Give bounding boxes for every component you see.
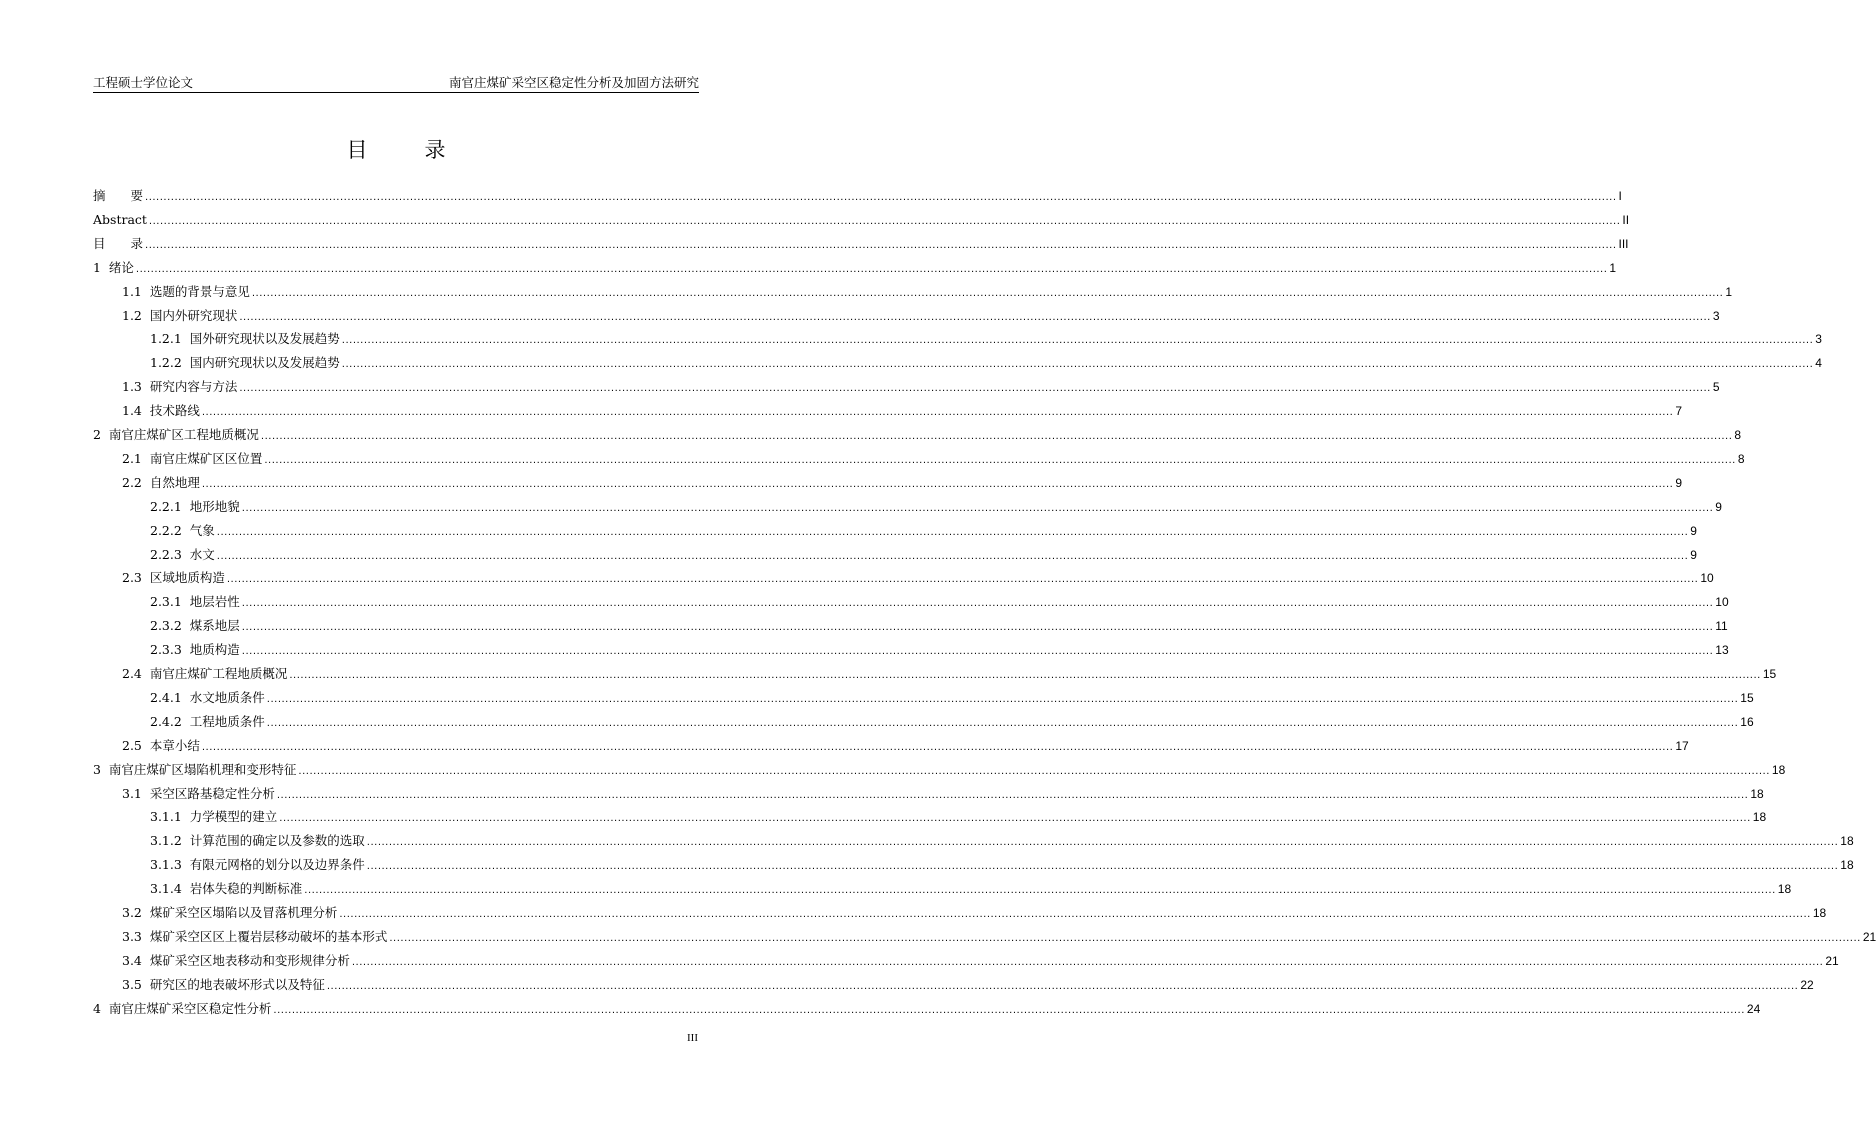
toc-entry[interactable] [93, 234, 1629, 254]
toc-entry-page: 18 [1840, 834, 1854, 849]
toc-entry-number: 2.3.3 [150, 642, 182, 658]
toc-entry-number: 3.1.2 [150, 833, 182, 849]
dot-leader: ................................................................................................................................................................................................................................................................................................................................................................................................................ [260, 431, 1733, 442]
toc-entry-page: 18 [1840, 858, 1854, 873]
toc-entry[interactable] [93, 855, 1854, 875]
toc-entry-page: I [1618, 189, 1622, 203]
toc-entry-page: 15 [1740, 690, 1754, 705]
toc-entry-title: 国内研究现状以及发展趋势 [189, 355, 340, 371]
toc-entry-page: 1 [1609, 260, 1617, 275]
toc-entry-page: 16 [1740, 714, 1754, 729]
toc-entry[interactable] [93, 951, 1839, 971]
toc-entry-number: 2.4 [122, 666, 142, 681]
toc-entry-number: 3.4 [122, 952, 142, 968]
toc-entry-number: 3.3 [122, 928, 142, 944]
toc-entry-page: 15 [1762, 667, 1777, 681]
toc-entry[interactable] [93, 568, 1714, 588]
toc-entry[interactable] [93, 329, 1822, 349]
toc-entry-page: 18 [1750, 786, 1764, 801]
toc-entry[interactable] [93, 712, 1754, 732]
toc-entry-number: 2.4.1 [150, 689, 182, 705]
dot-leader: ................................................................................................................................................................................................................................................................................................................................................................................................................ [266, 717, 1739, 729]
toc-entry-title: 气象 [189, 522, 215, 538]
toc-entry-label [150, 688, 265, 708]
dot-leader: ................................................................................................................................................................................................................................................................................................................................................................................................................ [276, 789, 1749, 801]
dot-leader: ................................................................................................................................................................................................................................................................................................................................................................................................................ [304, 885, 1776, 897]
toc-entry-number: 2.4.2 [150, 713, 182, 729]
toc-entry-title: 南官庄煤矿区区位置 [149, 450, 263, 466]
dot-leader: ................................................................................................................................................................................................................................................................................................................................................................................................................ [298, 765, 1770, 777]
toc-entry[interactable] [93, 258, 1617, 278]
toc-entry-page: 8 [1734, 428, 1742, 442]
toc-entry-page: II [1622, 212, 1630, 227]
toc-entry-title: 煤矿采空区区上覆岩层移动破坏的基本形式 [149, 928, 388, 944]
dot-leader: ................................................................................................................................................................................................................................................................................................................................................................................................................ [145, 239, 1617, 251]
dot-leader: ................................................................................................................................................................................................................................................................................................................................................................................................................ [366, 837, 1839, 849]
toc-entry-title: 研究区的地表破坏形式以及特征 [149, 976, 325, 992]
toc-entry-page: 21 [1825, 953, 1839, 968]
toc-entry[interactable] [93, 784, 1764, 804]
toc-entry-label [150, 879, 302, 899]
toc-entry[interactable] [93, 401, 1683, 421]
toc-entry[interactable] [93, 497, 1722, 517]
toc-entry-label [122, 903, 337, 923]
toc-entry-title: 力学模型的建立 [189, 809, 278, 825]
toc-entry-label [150, 616, 240, 636]
toc-entry-label [122, 927, 387, 947]
toc-entry-label [122, 473, 200, 493]
toc-entry-number: 3.1.4 [150, 881, 182, 897]
toc-entry-page: 8 [1737, 451, 1745, 466]
dot-leader: ................................................................................................................................................................................................................................................................................................................................................................................................................ [264, 454, 1736, 466]
toc-entry-page: 18 [1777, 882, 1792, 897]
toc-entry-title: Abstract [93, 211, 147, 227]
toc-entry-number: 1.1 [122, 283, 142, 299]
toc-entry-page: III [1618, 236, 1629, 251]
dot-leader: ................................................................................................................................................................................................................................................................................................................................................................................................................ [366, 861, 1839, 873]
toc-entry-page: 9 [1675, 475, 1683, 490]
toc-entry-number: 2.2.2 [150, 522, 182, 538]
toc-entry-title: 技术路线 [149, 403, 200, 419]
toc-entry-number: 2.3 [122, 570, 142, 586]
toc-entry-label [93, 425, 259, 445]
toc-entry[interactable] [93, 449, 1745, 469]
toc-entry-page: 5 [1712, 380, 1720, 395]
toc-entry-page: 3 [1712, 308, 1720, 323]
dot-leader: ................................................................................................................................................................................................................................................................................................................................................................................................................ [289, 670, 1761, 681]
toc-entry[interactable] [93, 831, 1854, 851]
toc-entry[interactable] [93, 616, 1728, 636]
toc-entry-label [93, 760, 296, 780]
dot-leader: ................................................................................................................................................................................................................................................................................................................................................................................................................ [326, 980, 1799, 992]
toc-entry-number: 2.2.1 [150, 498, 182, 514]
title-char-2: 录 [424, 138, 447, 162]
toc-entry-label [122, 975, 325, 995]
toc-entry-label [122, 784, 275, 804]
toc-entry-title: 工程地质条件 [189, 713, 265, 729]
toc-entry-title: 研究内容与方法 [149, 379, 238, 395]
dot-leader: ................................................................................................................................................................................................................................................................................................................................................................................................................ [241, 646, 1714, 658]
toc-entry-label [150, 855, 365, 875]
dot-leader: ................................................................................................................................................................................................................................................................................................................................................................................................................ [251, 287, 1724, 299]
dot-leader: ................................................................................................................................................................................................................................................................................................................................................................................................................ [241, 502, 1714, 514]
toc-entry-number: 2 [93, 427, 101, 442]
toc-entry-title: 煤矿采空区塌陷以及冒落机理分析 [149, 905, 338, 920]
toc-entry-page: 22 [1800, 977, 1814, 992]
toc-entry-number: 3 [93, 761, 101, 777]
toc-entry-title: 区域地质构造 [149, 570, 225, 586]
toc-entry[interactable] [93, 760, 1786, 780]
toc-entry-label [150, 521, 215, 541]
toc-entry-label [122, 568, 225, 588]
toc-entry-title: 国外研究现状以及发展趋势 [189, 331, 340, 347]
toc-entry-title: 国内外研究现状 [149, 307, 238, 323]
toc-entry[interactable] [93, 975, 1814, 995]
toc-entry-number: 1 [93, 259, 101, 275]
toc-entry-label [150, 807, 277, 827]
toc-entry-title: 南官庄煤矿采空区稳定性分析 [108, 1000, 272, 1016]
dot-leader: ................................................................................................................................................................................................................................................................................................................................................................................................................ [241, 598, 1714, 610]
toc-entry[interactable] [93, 592, 1729, 612]
toc-entry[interactable] [93, 306, 1720, 326]
toc-entry[interactable] [93, 377, 1720, 397]
toc-entry-page: 18 [1812, 906, 1827, 920]
toc-entry-number: 2.2.3 [150, 546, 182, 562]
toc-entry-page: 17 [1675, 738, 1689, 753]
toc-entry[interactable] [93, 807, 1767, 827]
toc-entry-title: 煤矿采空区地表移动和变形规律分析 [149, 952, 350, 968]
dot-leader: ................................................................................................................................................................................................................................................................................................................................................................................................................ [226, 574, 1699, 586]
dot-leader: ................................................................................................................................................................................................................................................................................................................................................................................................................ [341, 335, 1814, 347]
dot-leader: ................................................................................................................................................................................................................................................................................................................................................................................................................ [273, 1004, 1745, 1016]
toc-entry-number: 2.1 [122, 450, 142, 466]
toc-entry-number: 3.1.3 [150, 857, 182, 873]
toc-entry-title: 自然地理 [149, 474, 200, 490]
toc-entry-title: 采空区路基稳定性分析 [149, 785, 275, 801]
toc-entry[interactable] [93, 664, 1777, 684]
dot-leader: ................................................................................................................................................................................................................................................................................................................................................................................................................ [239, 311, 1711, 323]
toc-entry-label [93, 210, 147, 230]
toc-entry-label [150, 712, 265, 732]
dot-leader: ................................................................................................................................................................................................................................................................................................................................................................................................................ [216, 526, 1689, 538]
toc-entry-label [122, 377, 237, 397]
toc-entry-page: 13 [1715, 643, 1729, 658]
toc-entry-label [93, 234, 143, 254]
toc-entry-page: 1 [1725, 284, 1733, 299]
toc-entry[interactable] [93, 521, 1697, 541]
dot-leader: ................................................................................................................................................................................................................................................................................................................................................................................................................ [201, 741, 1674, 753]
toc-entry-page: 9 [1715, 499, 1722, 514]
toc-entry-label [122, 306, 237, 326]
toc-entry-page: 9 [1690, 523, 1697, 538]
toc-entry-number: 1.2.1 [150, 331, 182, 347]
dot-leader: ................................................................................................................................................................................................................................................................................................................................................................................................................ [266, 693, 1739, 705]
toc-entry-label [150, 640, 240, 660]
toc-entry[interactable] [93, 210, 1630, 230]
toc-entry-page: 24 [1746, 1001, 1761, 1016]
toc-entry-title: 地形地貌 [189, 498, 240, 514]
dot-leader: ................................................................................................................................................................................................................................................................................................................................................................................................................ [148, 215, 1621, 227]
toc-entry-page: 18 [1771, 762, 1786, 777]
toc-entry-number: 2.2 [122, 474, 142, 490]
dot-leader: ................................................................................................................................................................................................................................................................................................................................................................................................................ [341, 359, 1814, 371]
toc-entry-label [150, 592, 240, 612]
title-char-1: 目 [346, 138, 369, 162]
dot-leader: ................................................................................................................................................................................................................................................................................................................................................................................................................ [351, 956, 1824, 968]
toc-entry[interactable] [93, 688, 1754, 708]
toc-entry-label [150, 329, 340, 349]
toc-entry-title: 南官庄煤矿区工程地质概况 [108, 427, 259, 442]
dot-leader: ................................................................................................................................................................................................................................................................................................................................................................................................................ [241, 622, 1714, 634]
dot-leader: ................................................................................................................................................................................................................................................................................................................................................................................................................ [339, 909, 1811, 920]
toc-entry-page: 10 [1715, 595, 1729, 610]
toc-entry[interactable] [93, 879, 1792, 899]
toc-entry-number: 3.5 [122, 976, 142, 992]
toc-entry-label [122, 736, 200, 756]
toc-entry[interactable] [93, 353, 1822, 373]
toc-entry-label [122, 449, 262, 469]
toc-entry-page: 9 [1690, 547, 1697, 562]
running-header-left: 工程硕士学位论文 [93, 75, 194, 90]
toc-entry[interactable] [93, 999, 1761, 1019]
toc-entry-number: 3.1 [122, 785, 142, 801]
dot-leader: ................................................................................................................................................................................................................................................................................................................................................................................................................ [201, 407, 1674, 419]
toc-entry-title: 南官庄煤矿工程地质概况 [149, 666, 288, 681]
toc-entry[interactable] [93, 545, 1697, 565]
dot-leader: ................................................................................................................................................................................................................................................................................................................................................................................................................ [135, 263, 1608, 275]
toc-entry-number: 1.2.2 [150, 355, 182, 371]
toc-entry-title: 岩体失稳的判断标准 [189, 881, 303, 897]
toc-entry[interactable] [93, 927, 1876, 947]
toc-entry-label [93, 186, 143, 206]
page-title [0, 136, 793, 164]
toc-entry-label [150, 831, 365, 851]
toc-entry-title: 计算范围的确定以及参数的选取 [189, 833, 365, 849]
toc-entry-label [93, 999, 271, 1019]
toc-entry-title: 南官庄煤矿区塌陷机理和变形特征 [108, 761, 297, 777]
toc-entry-title: 本章小结 [149, 737, 200, 753]
toc-entry[interactable] [93, 425, 1742, 445]
toc-entry-title: 绪论 [108, 259, 134, 275]
dot-leader: ................................................................................................................................................................................................................................................................................................................................................................................................................ [201, 478, 1674, 490]
toc-entry-label [150, 353, 340, 373]
toc-entry-title: 目 录 [93, 235, 144, 251]
toc-entry-page: 11 [1715, 619, 1728, 634]
header-divider [93, 92, 699, 93]
toc-entry-number: 1.2 [122, 307, 142, 323]
dot-leader: ................................................................................................................................................................................................................................................................................................................................................................................................................ [279, 813, 1751, 825]
toc-entry-page: 18 [1752, 810, 1767, 825]
running-header-right: 南官庄煤矿采空区稳定性分析及加固方法研究 [448, 75, 699, 90]
toc-entry-number: 3.1.1 [150, 809, 182, 825]
toc-entry-label [150, 545, 215, 565]
page-number: III [687, 1032, 698, 1044]
toc-entry[interactable] [93, 903, 1827, 923]
toc-entry[interactable] [93, 282, 1733, 302]
dot-leader: ................................................................................................................................................................................................................................................................................................................................................................................................................ [216, 550, 1689, 562]
toc-entry[interactable] [93, 186, 1622, 206]
toc-entry-title: 地质构造 [189, 642, 240, 658]
toc-entry-page: 7 [1675, 404, 1683, 419]
toc-entry-label [122, 664, 287, 684]
toc-entry-label [93, 258, 134, 278]
dot-leader: ................................................................................................................................................................................................................................................................................................................................................................................................................ [239, 383, 1711, 395]
toc-entry-number: 2.5 [122, 737, 142, 753]
toc-entry-number: 1.4 [122, 403, 142, 419]
toc-entry-page: 3 [1815, 332, 1822, 347]
toc-entry-title: 选题的背景与意见 [149, 283, 250, 299]
toc-entry-label [122, 951, 350, 971]
toc-entry-page: 10 [1700, 571, 1714, 586]
toc-entry-page: 21 [1862, 929, 1876, 944]
toc-entry-page: 4 [1815, 356, 1822, 371]
toc-entry-number: 2.3.2 [150, 618, 182, 634]
toc-entry-title: 地层岩性 [189, 594, 240, 610]
dot-leader: ................................................................................................................................................................................................................................................................................................................................................................................................................ [145, 192, 1617, 203]
toc-entry-number: 1.3 [122, 379, 142, 395]
toc-entry-label [122, 401, 200, 421]
toc-entry-title: 水文 [189, 546, 215, 562]
toc-entry[interactable] [93, 473, 1683, 493]
toc-entry-number: 2.3.1 [150, 594, 182, 610]
toc-entry-label [150, 497, 240, 517]
toc-entry-label [122, 282, 250, 302]
toc-entry-title: 摘 要 [93, 188, 144, 203]
toc-entry-number: 3.2 [122, 905, 142, 920]
dot-leader: ................................................................................................................................................................................................................................................................................................................................................................................................................ [389, 932, 1861, 944]
toc-entry[interactable] [93, 640, 1729, 660]
toc-entry[interactable] [93, 736, 1689, 756]
toc-entry-title: 煤系地层 [189, 618, 240, 634]
toc-entry-number: 4 [93, 1000, 101, 1016]
toc-entry-title: 水文地质条件 [189, 689, 265, 705]
toc-entry-title: 有限元网格的划分以及边界条件 [189, 857, 365, 873]
